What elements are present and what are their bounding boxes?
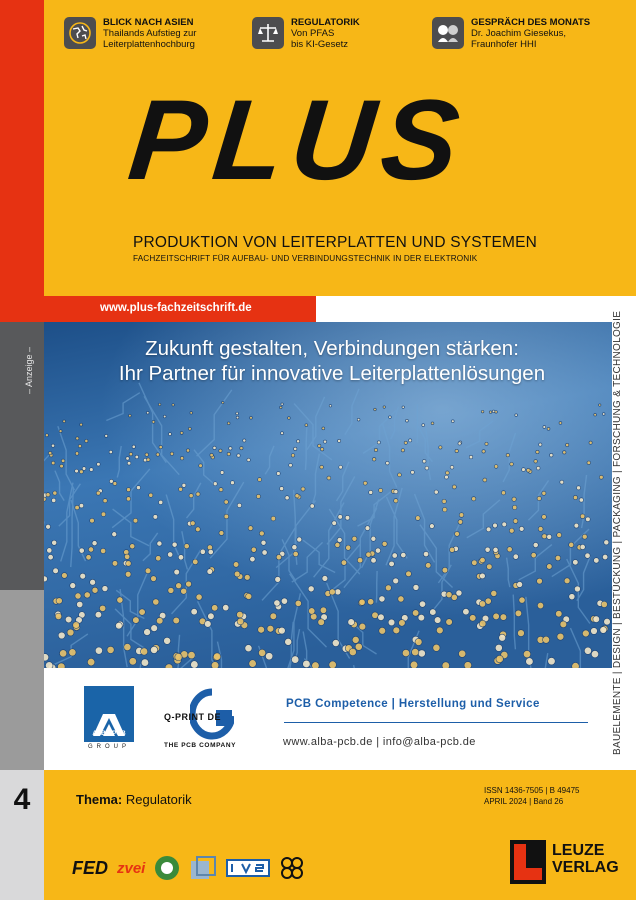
competence-line: PCB Competence | Herstellung und Service bbox=[286, 698, 540, 710]
contact-line[interactable]: www.alba-pcb.de | info@alba-pcb.de bbox=[283, 736, 476, 748]
teaser-text: Dr. Joachim Giesekus, bbox=[471, 28, 567, 39]
qprint-name: Q-PRINT DE bbox=[164, 712, 222, 722]
teaser-heading: GESPRÄCH DES MONATS bbox=[471, 17, 591, 28]
teaser-interview bbox=[432, 17, 590, 50]
leuze-logo-icon bbox=[510, 840, 546, 884]
alba-pcb-group: GROUP bbox=[87, 744, 130, 750]
globe-icon bbox=[64, 17, 96, 49]
teaser-heading: BLICK NACH ASIEN bbox=[103, 17, 194, 28]
publisher-name bbox=[552, 842, 619, 876]
teaser-text: Thailands Aufstieg zur bbox=[103, 28, 197, 39]
teaser-asia bbox=[64, 17, 196, 50]
imaps-logo-icon bbox=[154, 855, 180, 881]
teaser-text: Leiterplattenhochburg bbox=[103, 39, 195, 50]
scales-icon bbox=[252, 17, 284, 49]
theme-value: Regulatorik bbox=[125, 792, 192, 807]
issue-date: APRIL 2024 | Band 26 bbox=[484, 796, 564, 806]
issue-theme bbox=[76, 792, 192, 807]
teaser-text: Von PFAS bbox=[291, 28, 335, 39]
publisher-name-line: LEUZE bbox=[552, 842, 605, 859]
magazine-subtitle: PRODUKTION VON LEITERPLATTEN UND SYSTEMEN bbox=[133, 234, 538, 251]
fed-logo: FED bbox=[72, 857, 108, 878]
topics-list: BAUELEMENTE | DESIGN | BESTÜCKUNG | PACKAGING | FORSCHUNG & TECHNOLOGIE bbox=[612, 310, 623, 756]
teaser-heading: REGULATORIK bbox=[291, 17, 360, 28]
spine-red-band bbox=[0, 0, 44, 322]
website-link[interactable]: www.plus-fachzeitschrift.de bbox=[100, 302, 252, 314]
eipc-logo-icon bbox=[279, 855, 305, 881]
teaser-regulatorik bbox=[252, 17, 360, 50]
ad-headline-line: Zukunft gestalten, Verbindungen stärken: bbox=[145, 337, 519, 360]
magazine-tagline: FACHZEITSCHRIFT FÜR AUFBAU- UND VERBINDUNGSTECHNIK IN DER ELEKTRONIK bbox=[133, 254, 478, 263]
partner-logos bbox=[72, 852, 332, 884]
spine-grey-band bbox=[0, 590, 44, 770]
magazine-logo: PLUS bbox=[123, 77, 473, 204]
ad-headline bbox=[56, 336, 608, 386]
issue-number: 4 bbox=[13, 783, 31, 816]
teaser-text: bis KI-Gesetz bbox=[291, 39, 349, 50]
zvei-logo: zvei bbox=[117, 859, 146, 877]
divider bbox=[284, 722, 588, 723]
alba-pcb-name: ALBA PCB bbox=[92, 730, 126, 737]
conversation-icon bbox=[432, 17, 464, 49]
qprint-tagline: THE PCB COMPANY bbox=[164, 742, 237, 749]
issn-line: ISSN 1436-7505 | B 49475 bbox=[484, 786, 580, 795]
issn-info bbox=[484, 786, 624, 807]
advertisement-label: – Anzeige – bbox=[24, 346, 34, 394]
mid-logo-icon bbox=[189, 855, 217, 881]
ad-headline-line: Ihr Partner für innovative Leiterplattenlösungen bbox=[118, 362, 546, 385]
dvs-logo-icon bbox=[226, 857, 270, 879]
theme-label: Thema: bbox=[76, 792, 123, 807]
publisher-name-line: VERLAG bbox=[552, 859, 619, 876]
teaser-text: Fraunhofer HHI bbox=[471, 39, 537, 50]
